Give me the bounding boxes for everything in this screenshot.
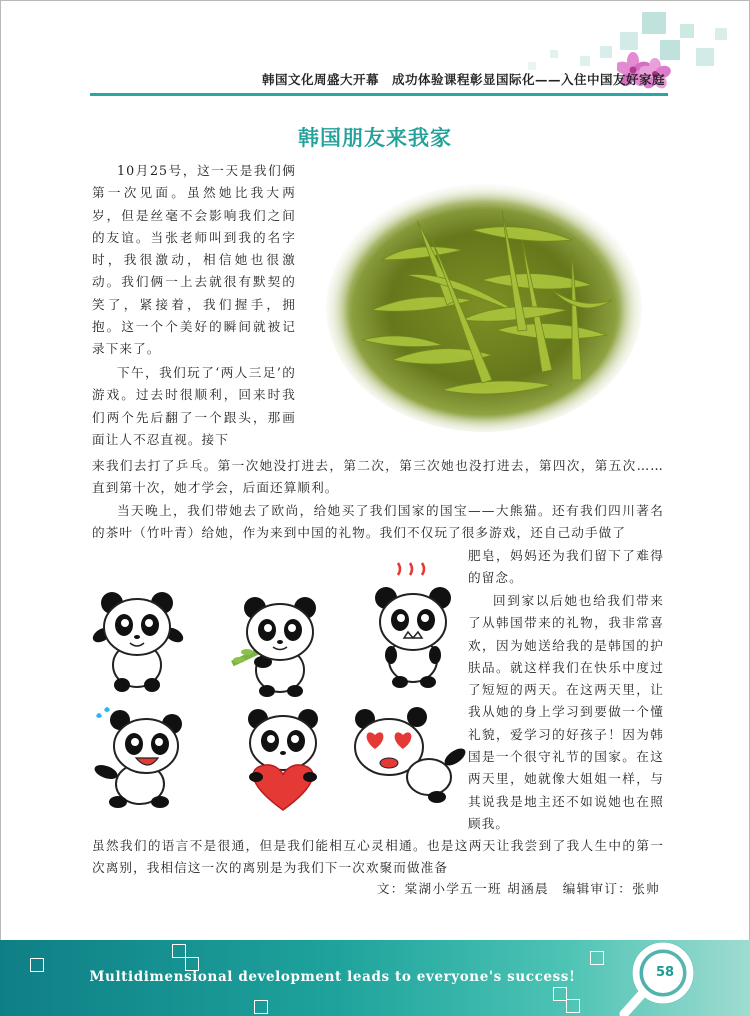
footer-decoration xyxy=(254,1000,268,1014)
footer-decoration xyxy=(553,987,567,1001)
page-number: 58 xyxy=(655,965,675,980)
panda-heart-eyes-sticker xyxy=(345,705,470,810)
green-tea-photo xyxy=(322,180,646,436)
paragraph-2b: 来我们去打了乒乓。第一次她没打进去，第二次，第三次她也没打进去，第四次，第五次……直到第十次，她才学会，后面还算顺利。 xyxy=(92,458,664,496)
footer-decoration xyxy=(566,999,580,1013)
article-title: 韩国朋友来我家 xyxy=(298,126,452,150)
footer-slogan: Multidimensional development leads to everyone's success! xyxy=(89,969,576,985)
paragraph-1: 10月25号，这一天是我们俩第一次见面。虽然她比我大两岁，但是丝毫不会影响我们之间的友谊。当张老师叫到我的名字时，我很激动，相信她也很激动。我们俩一上去就很有默契的笑了，紧接着，我们握手，拥抱。这一个个美好的瞬间就被记录下来了。 xyxy=(92,163,296,357)
running-header: 韩国文化周盛大开幕 成功体验课程彰显国际化——入住中国友好家庭 xyxy=(261,72,665,87)
panda-bamboo-sticker xyxy=(225,590,335,700)
footer-decoration xyxy=(590,951,604,965)
panda-heart-sticker xyxy=(228,705,338,815)
paragraph-3a: 当天晚上，我们带她去了欧尚，给她买了我们国家的国宝——大熊猫。还有我们四川著名的茶叶（竹叶青）给她，作为来到中国的礼物。我们不仅玩了很多游戏，还自己动手做了 xyxy=(92,503,664,541)
panda-sweat-sticker xyxy=(88,702,198,812)
panda-waving-sticker xyxy=(82,585,192,695)
footer-decoration xyxy=(172,944,186,958)
paragraph-2a: 下午，我们玩了‘两人三足’的游戏。过去时很顺利，回来时我们两个先后翻了一个跟头，那画面让人不忍直视。接下 xyxy=(92,365,296,447)
paragraph-4: 回到家以后她也给我们带来了从韩国带来的礼物，我非常喜欢，因为她送给我的是韩国的护肤品。就这样我们在快乐中度过了短短的两天。在这两天里，让我从她的身上学习到要做一个懂礼貌，爱学习的好孩子！因为韩国是一个很守礼节的国家。在这两天里，她就像大姐姐一样，与其说我是地主还不如说她也在照顾我。 xyxy=(468,593,664,831)
header-divider xyxy=(90,93,668,96)
panda-angry-sticker xyxy=(358,560,468,695)
paragraph-5: 虽然我们的语言不是很通，但是我们能相互心灵相通。也是这两天让我尝到了我人生中的第一次离别，我相信这一次的离别是为我们下一次欢聚而做准备 xyxy=(92,838,664,876)
article-credit: 文：棠湖小学五一班 胡涵晨 编辑审订：张帅 xyxy=(376,881,660,896)
paragraph-3b: 肥皂，妈妈还为我们留下了难得的留念。 xyxy=(468,548,664,586)
